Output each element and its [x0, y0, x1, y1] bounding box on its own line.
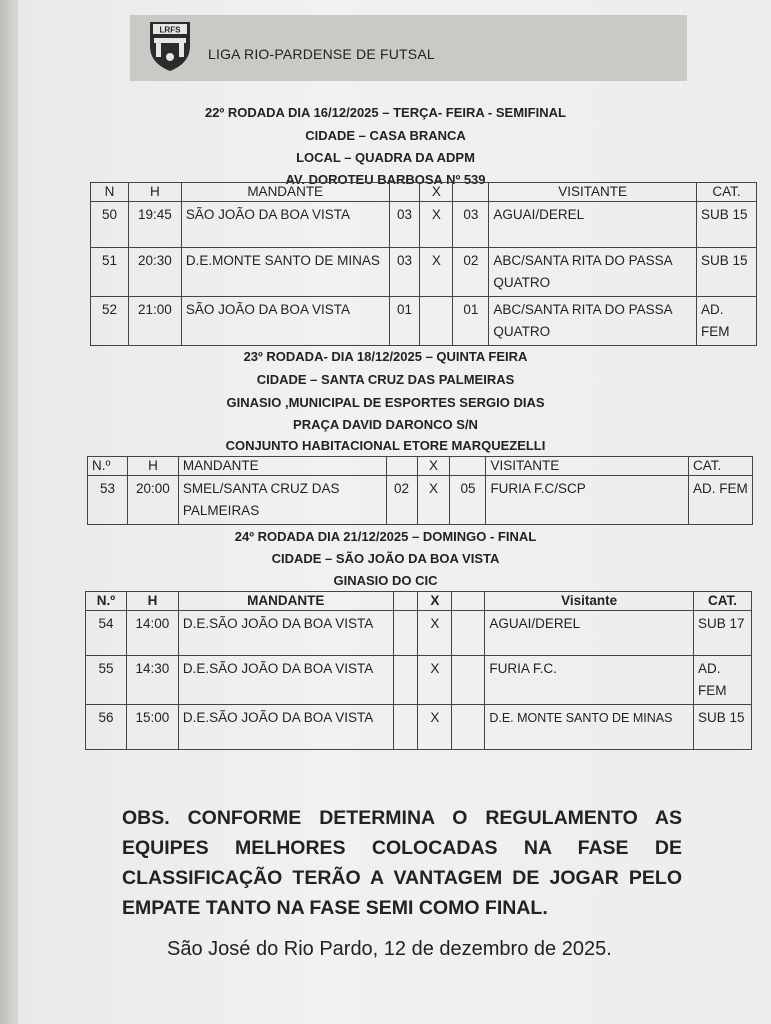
round3-table [85, 591, 752, 750]
category: AD. FEM [694, 656, 752, 705]
header-away: Visitante [485, 592, 694, 611]
header-category: CAT. [689, 457, 753, 476]
home-team: SÃO JOÃO DA BOA VISTA [181, 297, 389, 346]
away-score: 01 [453, 297, 489, 346]
header-home: MANDANTE [181, 183, 389, 202]
league-logo-icon [147, 20, 193, 72]
table-header-row [86, 592, 752, 611]
category: SUB 15 [697, 202, 757, 248]
round2-table [87, 456, 753, 525]
match-number: 50 [91, 202, 129, 248]
away-team: ABC/SANTA RITA DO PASSA QUATRO [489, 248, 697, 297]
table-row [86, 611, 752, 656]
home-team: D.E.SÃO JOÃO DA BOA VISTA [178, 611, 393, 656]
versus-mark: X [418, 656, 452, 705]
header-category: CAT. [694, 592, 752, 611]
round3-city: CIDADE – SÃO JOÃO DA BOA VISTA [271, 551, 500, 566]
round2-city: CIDADE – SANTA CRUZ DAS PALMEIRAS [256, 372, 515, 387]
away-team: FURIA F.C. [485, 656, 694, 705]
home-team: SÃO JOÃO DA BOA VISTA [181, 202, 389, 248]
home-score: 03 [389, 248, 420, 297]
home-team: D.E.MONTE SANTO DE MINAS [181, 248, 389, 297]
category: AD. FEM [689, 476, 753, 525]
away-team: AGUAI/DEREL [489, 202, 697, 248]
league-name: LIGA RIO-PARDENSE DE FUTSAL [208, 46, 435, 62]
match-time: 14:30 [126, 656, 178, 705]
home-score: 01 [389, 297, 420, 346]
match-number: 53 [88, 476, 128, 525]
header-x: X [420, 183, 453, 202]
home-score: 02 [386, 476, 417, 525]
home-score [393, 656, 418, 705]
match-number: 55 [86, 656, 127, 705]
header-home: MANDANTE [178, 592, 393, 611]
match-time: 20:30 [128, 248, 181, 297]
home-team: D.E.SÃO JOÃO DA BOA VISTA [178, 656, 393, 705]
match-time: 14:00 [126, 611, 178, 656]
home-score [393, 611, 418, 656]
table-row [88, 476, 753, 525]
home-score: 03 [389, 202, 420, 248]
versus-mark: X [418, 611, 452, 656]
table-row [86, 656, 752, 705]
home-score [393, 705, 418, 750]
away-team: D.E. MONTE SANTO DE MINAS [485, 705, 694, 750]
observation-note: OBS. CONFORME DETERMINA O REGULAMENTO AS EQUIPES MELHORES COLOCADAS NA FASE DE CLASSIFICAÇÃO TERÃO A VANTAGEM DE JOGAR PELO EMPATE TANTO NA FASE SEMI COMO FINAL. [122, 807, 682, 919]
header-home: MANDANTE [178, 457, 386, 476]
round1-venue: LOCAL – QUADRA DA ADPM [296, 150, 475, 165]
header-number: N [91, 183, 129, 202]
header-time: H [127, 457, 178, 476]
versus-mark: X [420, 202, 453, 248]
match-time: 20:00 [127, 476, 178, 525]
header-x: X [418, 592, 452, 611]
away-score [452, 611, 485, 656]
header-time: H [126, 592, 178, 611]
versus-mark: X [417, 476, 450, 525]
table-row [91, 297, 757, 346]
home-team: SMEL/SANTA CRUZ DAS PALMEIRAS [178, 476, 386, 525]
match-number: 54 [86, 611, 127, 656]
category: SUB 17 [694, 611, 752, 656]
header-number: N.º [86, 592, 127, 611]
round1-address: AV. DOROTEU BARBOSA Nº 539 [285, 172, 486, 187]
match-number: 56 [86, 705, 127, 750]
header-time: H [128, 183, 181, 202]
category: SUB 15 [694, 705, 752, 750]
category: SUB 15 [697, 248, 757, 297]
match-time: 15:00 [126, 705, 178, 750]
away-score [452, 656, 485, 705]
round2-address: PRAÇA DAVID DARONCO S/N [293, 417, 478, 432]
round1-city: CIDADE – CASA BRANCA [305, 128, 466, 143]
table-row [91, 248, 757, 297]
round2-title: 23º RODADA- DIA 18/12/2025 – QUINTA FEIRA [243, 349, 528, 364]
table-header-row [91, 183, 757, 202]
away-team: FURIA F.C/SCP [486, 476, 689, 525]
versus-mark [420, 297, 453, 346]
category: AD. FEM [697, 297, 757, 346]
away-score [452, 705, 485, 750]
away-team: ABC/SANTA RITA DO PASSA QUATRO [489, 297, 697, 346]
table-row [91, 202, 757, 248]
header-away: VISITANTE [489, 183, 697, 202]
round3-venue: GINASIO DO CIC [333, 573, 438, 588]
logo-text: LRFS [159, 25, 181, 35]
round2-complex: CONJUNTO HABITACIONAL ETORE MARQUEZELLI [225, 438, 546, 453]
away-score: 02 [453, 248, 489, 297]
header-number: N.º [88, 457, 128, 476]
table-header-row [88, 457, 753, 476]
versus-mark: X [418, 705, 452, 750]
away-team: AGUAI/DEREL [485, 611, 694, 656]
round1-table [90, 182, 757, 346]
header-category: CAT. [697, 183, 757, 202]
match-number: 51 [91, 248, 129, 297]
round3-title: 24º RODADA DIA 21/12/2025 – DOMINGO - FINAL [234, 529, 537, 544]
match-time: 21:00 [128, 297, 181, 346]
versus-mark: X [420, 248, 453, 297]
match-time: 19:45 [128, 202, 181, 248]
signoff-line: São José do Rio Pardo, 12 de dezembro de 2025. [167, 938, 612, 960]
match-number: 52 [91, 297, 129, 346]
away-score: 03 [453, 202, 489, 248]
home-team: D.E.SÃO JOÃO DA BOA VISTA [178, 705, 393, 750]
round1-title: 22º RODADA DIA 16/12/2025 – TERÇA- FEIRA - SEMIFINAL [205, 105, 566, 120]
round2-venue: GINASIO ,MUNICIPAL DE ESPORTES SERGIO DIAS [226, 395, 545, 410]
header-away: VISITANTE [486, 457, 689, 476]
table-row [86, 705, 752, 750]
header-x: X [417, 457, 450, 476]
away-score: 05 [450, 476, 486, 525]
